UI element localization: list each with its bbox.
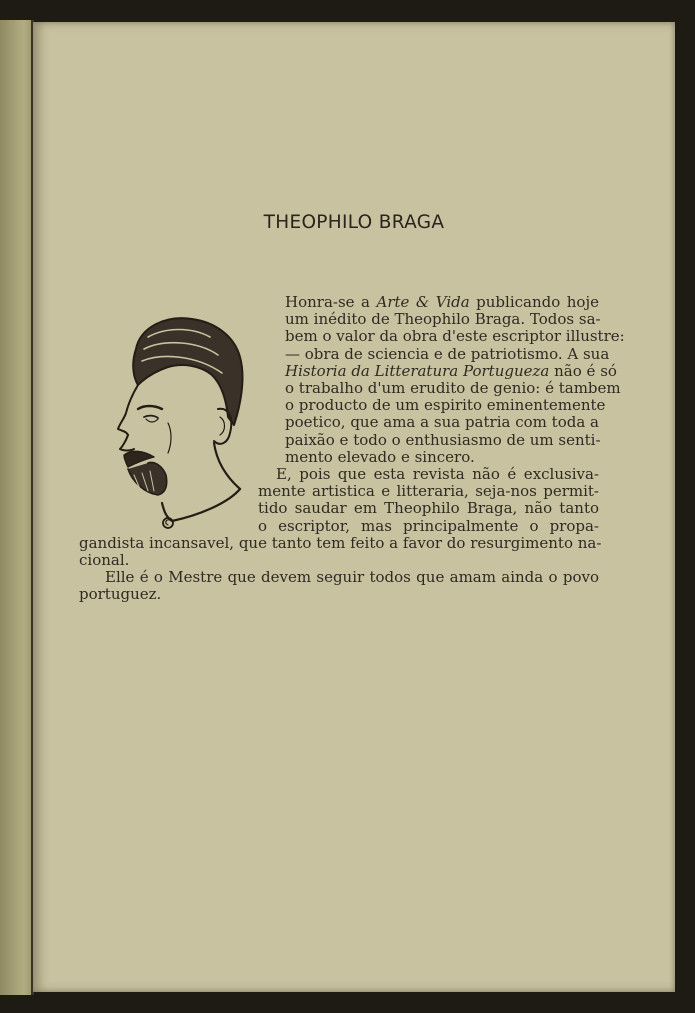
text-line: Historia da Litteratura Portugueza não é só	[285, 361, 617, 380]
portrait-illustration	[88, 297, 244, 532]
text-line: Honra-se a Arte & Vida publicando hoje	[285, 293, 599, 311]
page-title: THEOPHILO BRAGA	[263, 212, 445, 233]
text-line: E, pois que esta revista não é exclusiva-	[276, 465, 599, 483]
paragraph-2-lower	[79, 534, 602, 570]
paragraph-2-upper	[258, 466, 599, 535]
text-line: o producto de um espirito eminentemente	[285, 396, 606, 415]
text-line: gandista incansavel, que tanto tem feito a favor do resurgimento na-	[79, 534, 602, 552]
text-line: mente artistica e litteraria, seja-nos permit-	[258, 482, 599, 501]
text-line: um inédito de Theophilo Braga. Todos sa-	[285, 310, 601, 329]
text-line: tido saudar em Theophilo Braga, não tanto	[258, 499, 599, 518]
text-line: paixão e todo o enthusiasmo de um senti-	[285, 430, 601, 449]
page	[33, 22, 675, 992]
text-line: portuguez.	[79, 585, 162, 604]
text-line: o trabalho d'um erudito de genio: é tambem	[285, 378, 621, 397]
text-line: o escriptor, mas principalmente o propa-	[258, 516, 599, 535]
text-line: — obra de sciencia e de patriotismo. A sua	[285, 344, 610, 363]
text-line: cional.	[79, 551, 130, 570]
paragraph-1	[285, 293, 625, 466]
paragraph-3	[79, 569, 599, 603]
text-line: Elle é o Mestre que devem seguir todos que amam ainda o povo	[105, 568, 599, 586]
text-line: poetico, que ama a sua patria com toda a	[285, 413, 599, 432]
text-line: bem o valor da obra d'este escriptor illustre:	[285, 327, 625, 346]
previous-page-edge	[0, 20, 34, 995]
text-line: mento elevado e sincero.	[285, 447, 475, 466]
